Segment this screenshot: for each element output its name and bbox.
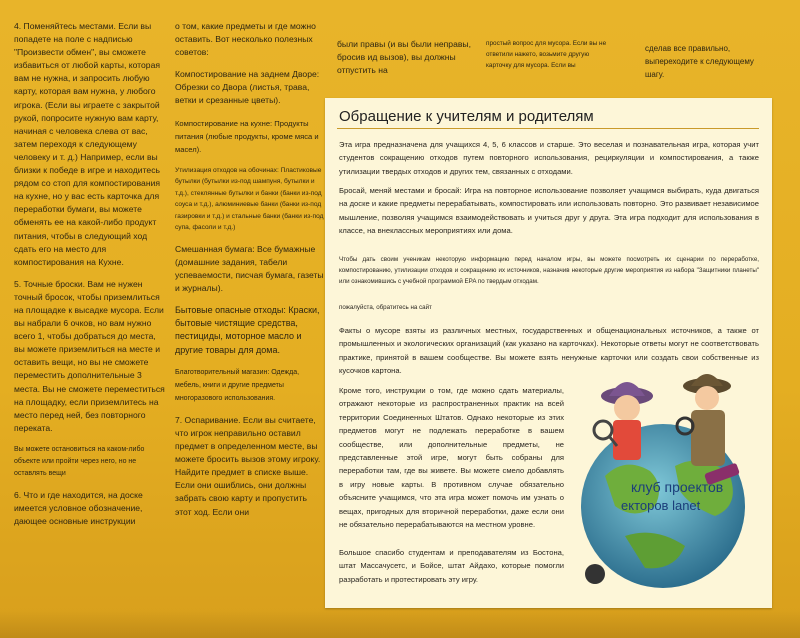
teachers-parents-panel	[325, 98, 772, 608]
tip-hazardous-waste: Бытовые опасные отходы: Краски, бытовые чистящие средства, пестициды, моторное масло и другие товары для дома.	[175, 305, 320, 355]
panel-paragraph-website: пожалуйста, обратитесь на сайт	[339, 304, 432, 311]
instructions-column-1	[14, 20, 166, 537]
panel-paragraph-gameplay: Бросай, меняй местами и бросай: Игра на повторное использование позволяет учащимся выбирать, куда двигаться на доске и какие предметы перерабатывать, компостировать или использовать повторно. Это развивает независимое мышление, позволяя учащимся взаимодействовать и учиться друг у друга. Эта игра подходит для использования в классе, на внеклассных мероприятиях или дома.	[339, 186, 759, 236]
tip-curbside-recycling: Утилизация отходов на обочинах: Пластиковые бутылки (бутылки из-под шампуня, бутылки и т.д.), стеклянные бутылки и банки (банки из-под соуса и т.д.), алюминиевые банки (банки из-под газировки и т.д.) и стальные банки (банки из-под супа, фасоли и т.д.)	[175, 166, 324, 232]
panel-title: Обращение к учителям и родителям	[339, 108, 594, 125]
instructions-column-5	[645, 42, 775, 90]
panel-paragraph-facts: Факты о мусоре взяты из различных местных, государственных и общенациональных источников, а также от промышленных и экологических организаций (как указано на карточках). Некоторые ответы могут не соответствовать практике, принятой в вашем сообществе. Вы можете взять ненужные карточки или создать свои собственные из кусочков картона.	[339, 326, 759, 376]
panel-paragraph-background: Чтобы дать своим ученикам некоторую информацию перед началом игры, вы можете посмотреть их сценарии по переработке, компостированию, утилизации отходов и сокращению их источников, назначив некоторые другие мероприятия из набора "Защитники планеты" или ознакомившись с учебной программой EPA по твердым отходам.	[339, 256, 759, 285]
instructions-column-3	[337, 38, 477, 86]
rule-swap: 4. Поменяйтесь местами. Если вы попадете на поле с надписью "Произвести обмен", вы сможете избавиться от любой карты, которая вам не нужна, и запросить любую карту, которая вам нужна, у любого игрока. (Если вы играете с закрытой рукой, попросите нужную вам карту, начиная с человека слева от вас, затем переходя к следующему человеку и т. д.) Например, если вы близки к победе в игре и находитесь рядом со стоп для компостирования на кухне, но у вас есть карточка для переработки бумаги, вы можете обменять ее на какой-либо продукт питания, чтобы в следующий ход сдать его на место для компостирования на Кухне.	[14, 21, 161, 267]
title-divider	[337, 128, 759, 129]
rule-exact-rolls: 5. Точные броски. Вам не нужен точный бросок, чтобы приземлиться на площадке к высадке мусора. Если вы набрали 6 очков, но вам нужно всего 1, чтобы добраться до места, вы можете приземлиться на месте и оставить вещи, но вы не сможете переместить дополнительные 3 места. Вы не сможете переместиться на площадку, если приземлитесь на место перед ней, без повторного переката.	[14, 278, 165, 433]
tips-intro: о том, какие предметы и где можно оставить. Вот несколько полезных советов:	[175, 21, 316, 58]
next-step-note: сделав все правильно, выпереходите к следующему шагу.	[645, 44, 754, 79]
panel-paragraph-instructions: Кроме того, инструкции о том, где можно сдать материалы, отражают некоторые из распространенных практик на всей территории Соединенных Штатов. Однако некоторые из этих предметов могут не подлежать переработке в вашем сообществе, или дополнительные предметы, не представленные этой игре, могут быть собраны для переработки там, где вы живете. Вы можете смело добавлять в игру новые карты. В противном случае обязательно объясните учащимся, что эта игра может помочь им узнать о вещах, пригодных для вторичной переработки, даже если они не обязательно перерабатываются на местном уровне.	[339, 386, 564, 530]
instructions-column-4	[486, 38, 616, 80]
panel-paragraph-thanks: Большое спасибо студентам и преподавателям из Бостона, штат Массачусетс, и Бойсе, штат Айдахо, которые помогли разработать и протестировать эту игру.	[339, 548, 564, 584]
sign-text-line-2: екторов lanet	[621, 498, 701, 513]
sign-text-line-1: клуб проектов	[631, 479, 724, 495]
page-shadow	[0, 610, 800, 638]
planet-protectors-illustration	[565, 356, 761, 596]
rule-what-where: 6. Что и где находится, на доске имеется условное обозначение, дающее основные инструкции	[14, 489, 143, 527]
tip-mixed-paper: Смешанная бумага: Все бумажные (домашние задания, табели успеваемости, писчая бумага, газеты и журналы).	[175, 243, 324, 294]
instructions-column-2	[175, 20, 325, 528]
challenge-continued: были правы (и вы были неправы, бросив ид вызов), вы должны отпустить на	[337, 39, 471, 76]
rule-challenge: 7. Оспаривание. Если вы считаете, что игрок неправильно оставил предмет в определенном месте, вы можете бросить вызов этому игроку. Найдите предмет в списке выше. Если они ошиблись, они должны забрать свою карту и пропустить этот ход. Если они	[175, 414, 321, 517]
question-note: простый вопрос для мусора. Если вы не ответили нажето, возьмите другую карточку для мусора. Если вы	[486, 40, 607, 69]
tip-charity-store: Благотворительный магазин: Одежда, мебель, книги и другие предметы многоразового использования.	[175, 368, 300, 402]
rule-stop-note: Вы можете остановиться на каком-либо объекте или пройти через него, но не оставлять вещи	[14, 445, 145, 477]
tip-backyard-compost: Компостирование на заднем Дворе: Обрезки со Двора (листья, трава, ветки и срезанные цветы).	[175, 69, 320, 106]
panel-paragraph-intro: Эта игра предназначена для учащихся 4, 5, 6 классов и старше. Это веселая и познавательная игра, которая учит студентов сокращению отходов путем повторного использования, рециркуляции и компостирования, а также утилизации твердых отходов и других тем, связанных с отходами.	[339, 140, 759, 176]
tip-kitchen-compost: Компостирование на кухне: Продукты питания (любые продукты, кроме мяса и масел).	[175, 118, 319, 154]
